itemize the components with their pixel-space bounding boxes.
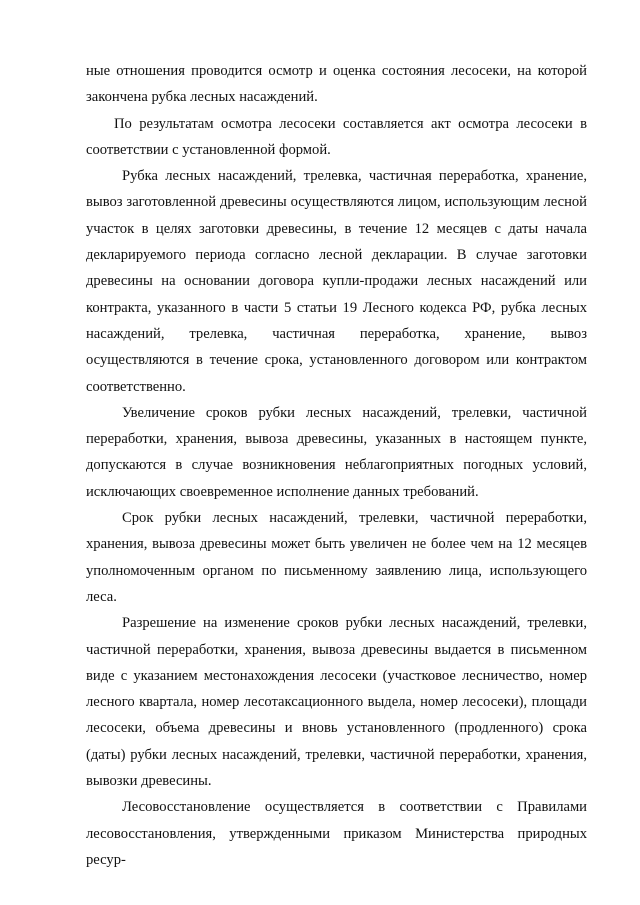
paragraph-permission: Разрешение на изменение сроков рубки лесных насаждений, трелевки, частичной переработки, хранения, вывоза древесины выдается в письменном виде с указанием местонахождения лесосеки (участковое лесничество, номер лесного квартала, номер лесотаксационного выдела, номер лесосеки), площади лесосеки, объема древесины и вновь установленного (продленного) срока (даты) рубки лесных насаждений, трелевки, частичной переработки, хранения, вывозки древесины. — [86, 615, 587, 790]
paragraph-term-extension: Увеличение сроков рубки лесных насаждений, трелевки, частичной переработки, хранения, вывоза древесины, указанных в настоящем пункте, допускаются в случае возникновения неблагоприятных погодных условий, исключающих своевременное исполнение данных требований. — [86, 404, 587, 500]
paragraph-continuation: ные отношения проводится осмотр и оценка состояния лесосеки, на которой закончена рубка лесных насаждений. — [86, 63, 587, 106]
document-page — [86, 58, 587, 873]
paragraph-reforestation: Лесовосстановление осуществляется в соответствии с Правилами лесовосстановления, утвержденными приказом Министерства природных ресур- — [86, 799, 587, 868]
paragraph-inspection-act: По результатам осмотра лесосеки составляется акт осмотра лесосеки в соответствии с установленной формой. — [86, 115, 587, 158]
paragraph-extension-limit: Срок рубки лесных насаждений, трелевки, частичной переработки, хранения, вывоза древесины может быть увеличен не более чем на 12 месяцев уполномоченным органом по письменному заявлению лица, использующего леса. — [86, 510, 587, 605]
paragraph-logging-terms: Рубка лесных насаждений, трелевка, частичная переработка, хранение, вывоз заготовленной древесины осуществляются лицом, использующим лесной участок в целях заготовки древесины, в течение 12 месяцев с даты начала декларируемого периода согласно лесной декларации. В случае заготовки древесины на основании договора купли-продажи лесных насаждений или контракта, указанного в части 5 статьи 19 Лесного кодекса РФ, рубка лесных насаждений, трелевка, частичная переработка, хранение, вывоз осуществляются в течение срока, установленного договором или контрактом соответственно. — [86, 168, 587, 395]
